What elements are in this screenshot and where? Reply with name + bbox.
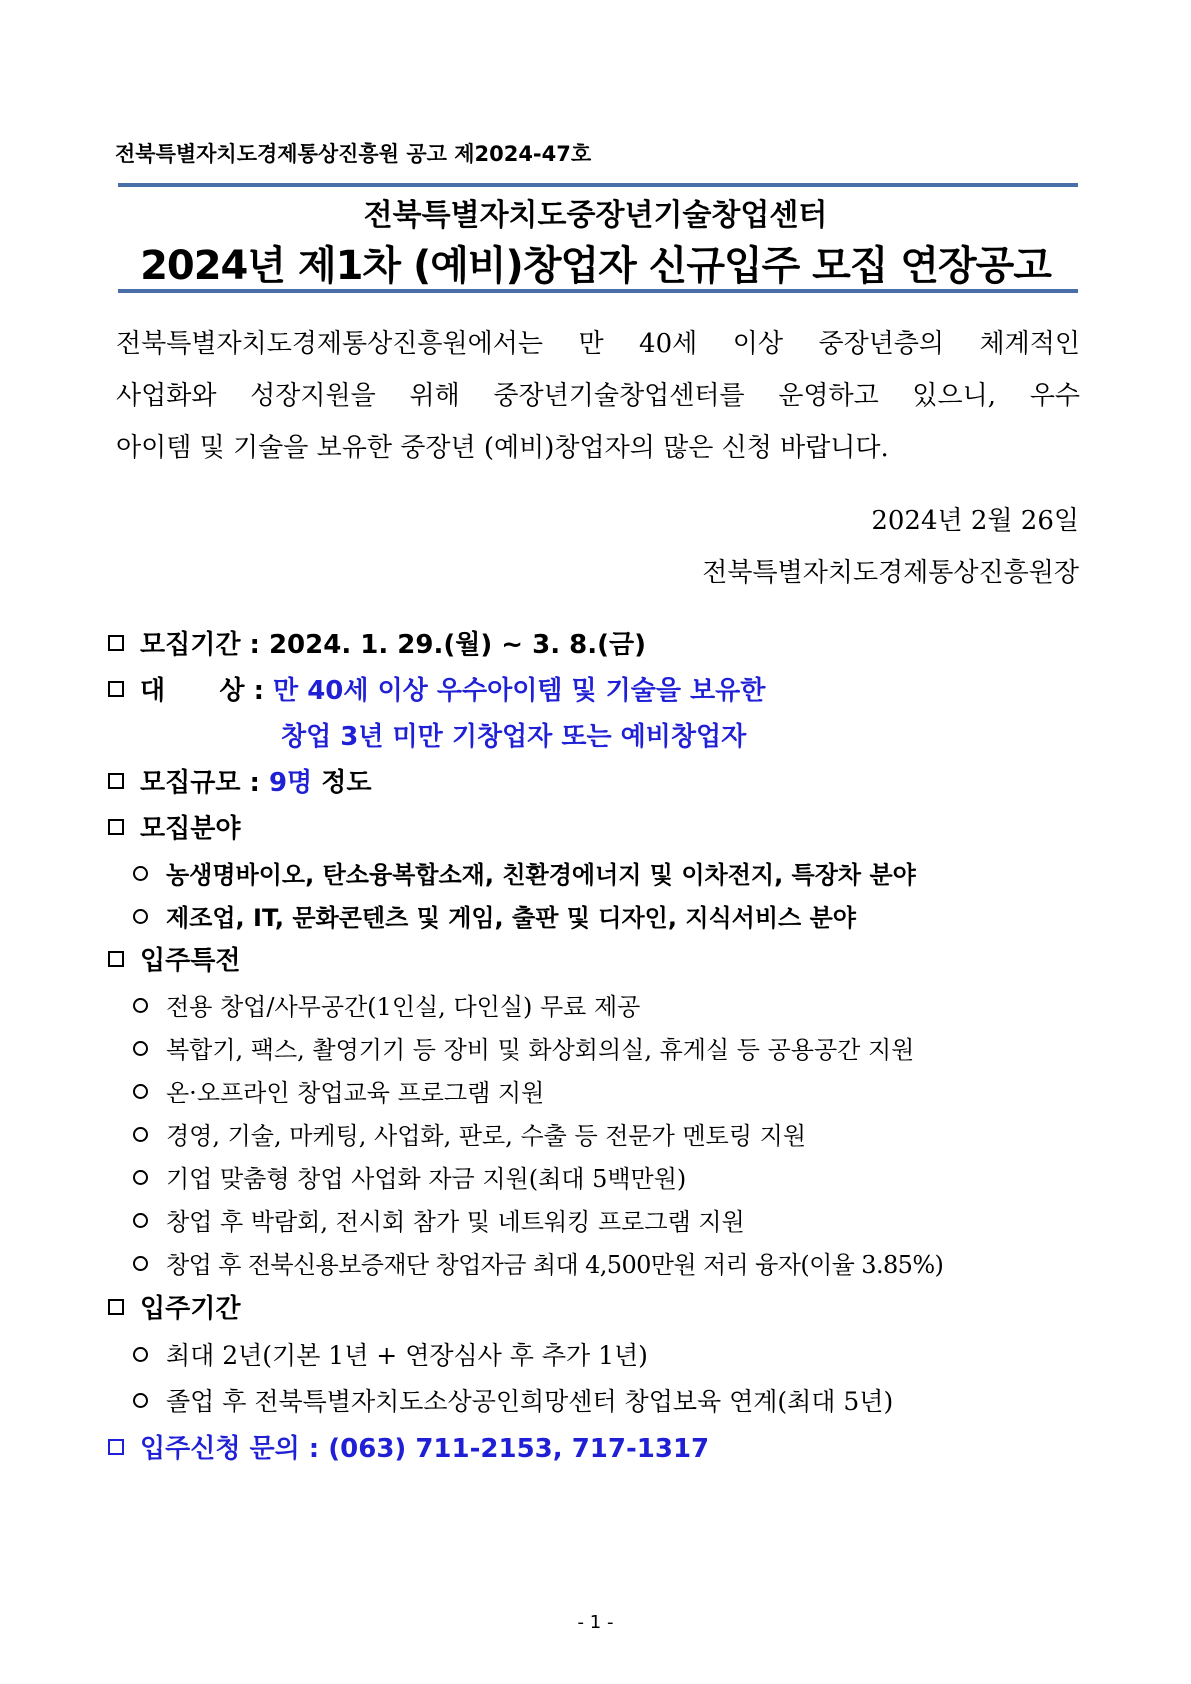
circle-bullet-icon [133, 866, 148, 881]
issuer-name: 전북특별자치도경제통상진흥원장 [702, 558, 1079, 588]
list-item [133, 1245, 943, 1280]
intro-line: 아이템 및 기술을 보유한 중장년 (예비)창업자의 많은 신청 바랍니다. [116, 433, 889, 463]
title-rule-bottom [118, 289, 1078, 293]
list-item [133, 987, 640, 1022]
section-label: 입주특전 [140, 946, 241, 976]
square-bullet-icon [108, 951, 124, 967]
circle-bullet-icon [133, 1256, 148, 1271]
square-bullet-icon [108, 1299, 124, 1315]
section-target [108, 670, 765, 707]
section-label: 모집분야 [140, 814, 241, 844]
list-item [133, 898, 856, 933]
intro-line: 전북특별자치도경제통상진흥원에서는 만 40세 이상 중장년층의 체계적인 [116, 329, 1080, 359]
square-bullet-icon [108, 635, 124, 651]
list-item-text: 최대 2년(기본 1년 + 연장심사 후 추가 1년) [166, 1341, 648, 1370]
recruit-scale-value: 9명 [268, 768, 313, 798]
circle-bullet-icon [133, 1393, 148, 1408]
section-recruit-fields [108, 808, 240, 845]
section-recruit-scale [108, 762, 371, 799]
recruit-scale-suffix: 정도 [312, 768, 372, 798]
list-item-text: 창업 후 박람회, 전시회 참가 및 네트워킹 프로그램 지원 [166, 1208, 745, 1236]
list-item-text: 복합기, 팩스, 촬영기기 등 장비 및 화상회의실, 휴게실 등 공용공간 지원 [166, 1036, 915, 1064]
title-center-name: 전북특별자치도중장년기술창업센터 [363, 198, 828, 233]
circle-bullet-icon [133, 1213, 148, 1228]
page-title: 2024년 제1차 (예비)창업자 신규입주 모집 연장공고 [140, 243, 1051, 289]
circle-bullet-icon [133, 1041, 148, 1056]
section-label: 대 상 : [140, 676, 274, 706]
circle-bullet-icon [133, 909, 148, 924]
circle-bullet-icon [133, 1347, 148, 1362]
list-item-text: 졸업 후 전북특별자치도소상공인희망센터 창업보육 연계(최대 5년) [166, 1387, 894, 1416]
list-item [133, 1073, 544, 1108]
intro-line: 사업화와 성장지원을 위해 중장년기술창업센터를 운영하고 있으니, 우수 [116, 381, 1080, 411]
circle-bullet-icon [133, 1084, 148, 1099]
list-item-text: 온·오프라인 창업교육 프로그램 지원 [166, 1079, 545, 1107]
list-item [133, 1159, 686, 1194]
circle-bullet-icon [133, 1127, 148, 1142]
page-number: - 1 - [577, 1612, 614, 1633]
recruit-period-value: 2024. 1. 29.(월) ~ 3. 8.(금) [268, 630, 646, 660]
contact-phone: (063) 711-2153, 717-1317 [328, 1434, 710, 1464]
announcement-number: 전북특별자치도경제통상진흥원 공고 제2024-47호 [115, 142, 592, 166]
list-item [133, 1202, 745, 1237]
list-item [133, 1382, 893, 1418]
section-label: 모집규모 : [140, 768, 269, 798]
section-label: 모집기간 : [140, 630, 269, 660]
list-item [133, 1336, 648, 1372]
section-benefits [108, 940, 240, 977]
section-label: 입주기간 [140, 1294, 241, 1324]
announcement-date: 2024년 2월 26일 [871, 506, 1079, 536]
list-item [133, 1030, 914, 1065]
circle-bullet-icon [133, 998, 148, 1013]
circle-bullet-icon [133, 1170, 148, 1185]
square-bullet-icon [108, 681, 124, 697]
square-bullet-icon [108, 819, 124, 835]
intro-paragraph [116, 318, 1080, 474]
section-label: 입주신청 문의 : [140, 1434, 329, 1464]
list-item-text: 기업 맞춤형 창업 사업화 자금 지원(최대 5백만원) [166, 1165, 687, 1193]
list-item-text: 제조업, IT, 문화콘텐츠 및 게임, 출판 및 디자인, 지식서비스 분야 [166, 904, 856, 932]
list-item-text: 창업 후 전북신용보증재단 창업자금 최대 4,500만원 저리 융자(이율 3.85%) [166, 1251, 944, 1279]
target-line1: 만 40세 이상 우수아이템 및 기술을 보유한 [273, 676, 766, 706]
square-bullet-icon [108, 773, 124, 789]
square-bullet-icon [108, 1439, 124, 1455]
list-item [133, 855, 916, 890]
section-residency-period [108, 1288, 240, 1325]
target-line2: 창업 3년 미만 기창업자 또는 예비창업자 [281, 722, 747, 752]
list-item [133, 1116, 806, 1151]
list-item-text: 전용 창업/사무공간(1인실, 다인실) 무료 제공 [166, 993, 641, 1021]
title-rule-top [118, 183, 1078, 187]
section-recruit-period [108, 624, 646, 661]
list-item-text: 경영, 기술, 마케팅, 사업화, 판로, 수출 등 전문가 멘토링 지원 [166, 1122, 807, 1150]
list-item-text: 농생명바이오, 탄소융복합소재, 친환경에너지 및 이차전지, 특장차 분야 [166, 861, 916, 889]
section-contact [108, 1428, 709, 1465]
